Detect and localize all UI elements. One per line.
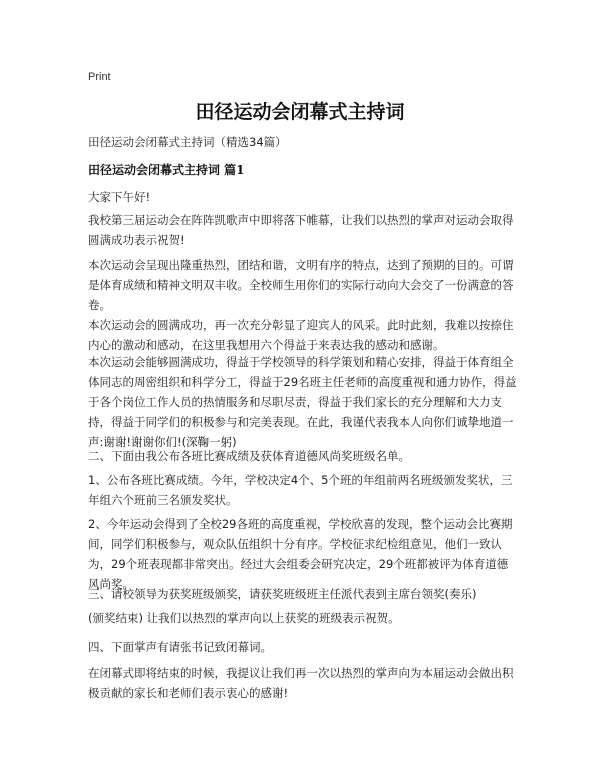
paragraph: (颁奖结束) 让我们以热烈的掌声向以上获奖的班级表示祝贺。 [88,611,400,625]
paragraph-section-three: 三、请校领导为获奖班级颁奖，请获奖班级班主任派代表到主席台领奖(奏乐) [88,587,477,601]
document-title: 田径运动会闭幕式主持词 [195,101,405,123]
print-label: Print [88,71,111,83]
paragraph: 2、今年运动会得到了全校29各班的高度重视，学校欣喜的发现，整个运动会比赛期间，同学们积极参与，观众队伍组织十分有序。学校征求纪检组意见，他们一致认为，29个班表现都非常突出。经过大会组委会研究决定，29个班都被评为体育道德风尚奖。 [88,517,513,591]
paragraph: 在闭幕式即将结束的时候，我提议让我们再一次以热烈的掌声向为本届运动会做出积极贡献的家长和老师们表示衷心的感谢! [88,666,514,700]
document-subtitle: 田径运动会闭幕式主持词（精选34篇） [88,135,287,149]
paragraph: 本次运动会呈现出隆重热烈，团结和谐，文明有序的特点，达到了预期的目的。可谓是体育成绩和精神文明双丰收。全校师生用你们的实际行动向大会交了一份满意的答卷。 [88,258,514,312]
paragraph: 本次运动会能够圆满成功，得益于学校领导的科学策划和精心安排，得益于体育组全体同志的周密组织和科学分工，得益于29名班主任老师的高度重视和通力协作，得益于各个岗位工作人员的热情服务和尽职尽责，得益于我们家长的充分理解和大力支持，得益于同学们的积极参与和完美表现。在此，我谨代表我本人向你们诚挚地道一声:谢谢!谢谢你们!(深鞠一躬) [88,355,517,449]
paragraph: 1、公布各班比赛成绩。今年，学校决定4个、5个班的年组前两名班级颁发奖状，三年组六个班前三名颁发奖状。 [88,473,513,507]
paragraph: 我校第三届运动会在阵阵凯歌声中即将落下帷幕，让我们以热烈的掌声对运动会取得圆满成功表示祝贺! [88,213,514,247]
paragraph-greeting: 大家下午好! [88,190,151,204]
paragraph-section-four: 四、下面掌声有请张书记致闭幕词。 [88,640,272,654]
paragraph: 本次运动会的圆满成功，再一次充分彰显了迎宾人的风采。此时此刻，我难以按捺住内心的激动和感动，在这里我想用六个得益于来表达我的感动和感谢。 [88,318,514,352]
section-heading: 田径运动会闭幕式主持词 篇1 [88,163,245,177]
paragraph-section-two: 二、下面由我公布各班比赛成绩及获体育道德风尚奖班级名单。 [88,449,410,463]
